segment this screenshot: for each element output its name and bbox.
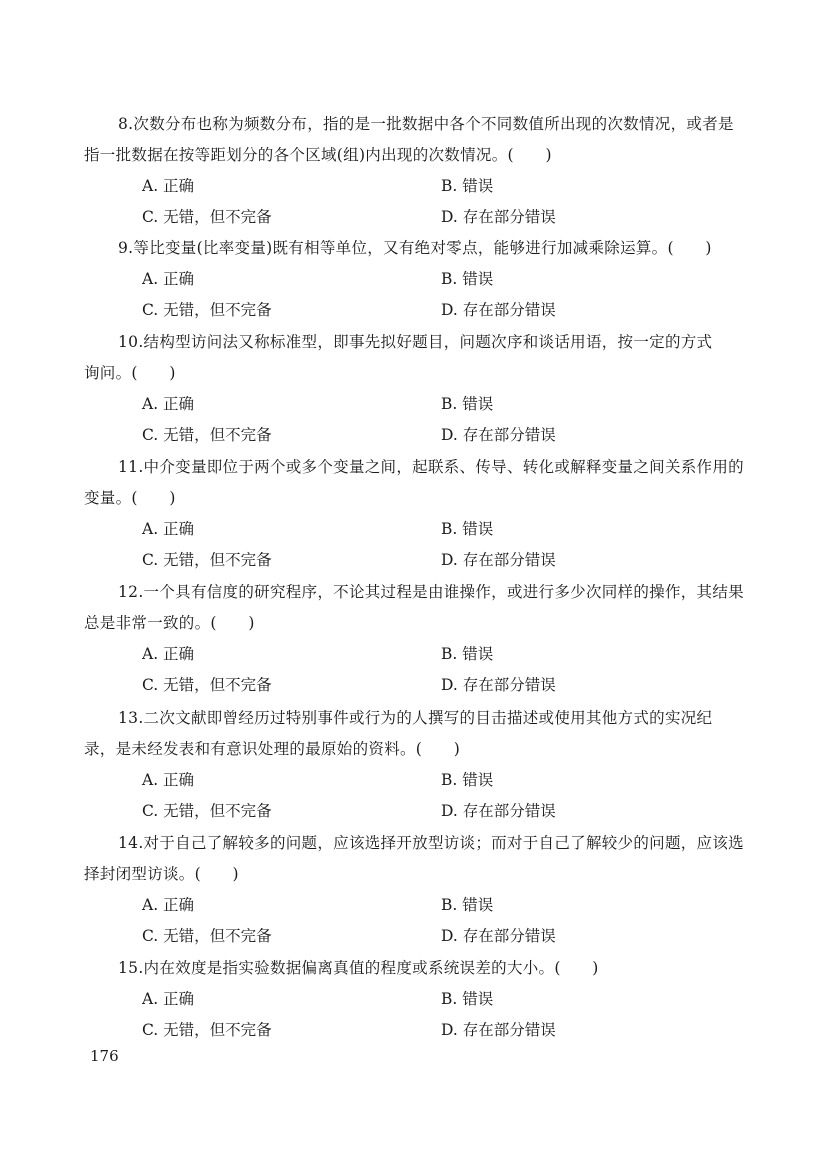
option-a: A. 正确: [142, 270, 195, 288]
question-text-line: 15.内在效度是指实验数据偏离真值的程度或系统误差的大小。( ): [118, 959, 599, 977]
option-a: A. 正确: [142, 771, 195, 789]
question-text-line: 指一批数据在按等距划分的各个区域(组)内出现的次数情况。( ): [84, 146, 552, 164]
question-text-line: 12.一个具有信度的研究程序，不论其过程是由谁操作，或进行多少次同样的操作，其结果: [118, 583, 744, 601]
question-9: [84, 233, 754, 326]
question-15: [84, 953, 754, 1046]
option-d: D. 存在部分错误: [441, 1021, 556, 1039]
option-b: B. 错误: [441, 896, 494, 914]
option-row: [84, 639, 754, 670]
option-row: [84, 921, 754, 952]
option-row: [84, 765, 754, 796]
option-b: B. 错误: [441, 177, 494, 195]
option-row: [84, 514, 754, 545]
option-d: D. 存在部分错误: [441, 426, 556, 444]
question-text-line: 10.结构型访问法又称标准型，即事先拟好题目，问题次序和谈话用语，按一定的方式: [118, 333, 713, 351]
question-12: [84, 577, 754, 701]
page-number: 176: [90, 1047, 119, 1065]
option-row: [84, 670, 754, 701]
option-b: B. 错误: [441, 395, 494, 413]
option-row: [84, 171, 754, 202]
option-row: [84, 389, 754, 420]
option-c: C. 无错，但不完备: [142, 208, 272, 226]
option-c: C. 无错，但不完备: [142, 301, 272, 319]
option-a: A. 正确: [142, 395, 195, 413]
question-text-line: 择封闭型访谈。( ): [84, 865, 239, 883]
option-row: [84, 264, 754, 295]
option-a: A. 正确: [142, 896, 195, 914]
question-13: [84, 703, 754, 827]
option-b: B. 错误: [441, 771, 494, 789]
option-c: C. 无错，但不完备: [142, 551, 272, 569]
question-11: [84, 452, 754, 576]
option-a: A. 正确: [142, 645, 195, 663]
option-c: C. 无错，但不完备: [142, 802, 272, 820]
question-text-line: 14.对于自己了解较多的问题，应该选择开放型访谈；而对于自己了解较少的问题，应该选: [118, 834, 744, 852]
option-row: [84, 984, 754, 1015]
question-8: [84, 109, 754, 233]
question-14: [84, 828, 754, 952]
option-row: [84, 545, 754, 576]
option-row: [84, 1015, 754, 1046]
option-b: B. 错误: [441, 270, 494, 288]
option-b: B. 错误: [441, 990, 494, 1008]
option-b: B. 错误: [441, 645, 494, 663]
option-c: C. 无错，但不完备: [142, 426, 272, 444]
question-text-line: 变量。( ): [84, 489, 176, 507]
option-row: [84, 420, 754, 451]
question-text-line: 录，是未经发表和有意识处理的最原始的资料。( ): [84, 740, 461, 758]
option-d: D. 存在部分错误: [441, 301, 556, 319]
question-text-line: 9.等比变量(比率变量)既有相等单位，又有绝对零点，能够进行加减乘除运算。( ): [118, 239, 712, 257]
question-text-line: 询问。( ): [84, 364, 176, 382]
option-d: D. 存在部分错误: [441, 676, 556, 694]
option-d: D. 存在部分错误: [441, 927, 556, 945]
option-a: A. 正确: [142, 520, 195, 538]
option-a: A. 正确: [142, 990, 195, 1008]
option-row: [84, 202, 754, 233]
option-a: A. 正确: [142, 177, 195, 195]
question-text-line: 总是非常一致的。( ): [84, 614, 255, 632]
question-text-line: 13.二次文献即曾经历过特别事件或行为的人撰写的目击描述或使用其他方式的实况纪: [118, 709, 713, 727]
option-c: C. 无错，但不完备: [142, 676, 272, 694]
option-d: D. 存在部分错误: [441, 551, 556, 569]
question-10: [84, 327, 754, 451]
option-row: [84, 796, 754, 827]
option-c: C. 无错，但不完备: [142, 927, 272, 945]
option-d: D. 存在部分错误: [441, 208, 556, 226]
question-text-line: 8.次数分布也称为频数分布，指的是一批数据中各个不同数值所出现的次数情况，或者是: [118, 115, 734, 133]
option-row: [84, 295, 754, 326]
option-b: B. 错误: [441, 520, 494, 538]
question-text-line: 11.中介变量即位于两个或多个变量之间，起联系、传导、转化或解释变量之间关系作用的: [118, 458, 744, 476]
option-d: D. 存在部分错误: [441, 802, 556, 820]
option-c: C. 无错，但不完备: [142, 1021, 272, 1039]
option-row: [84, 890, 754, 921]
